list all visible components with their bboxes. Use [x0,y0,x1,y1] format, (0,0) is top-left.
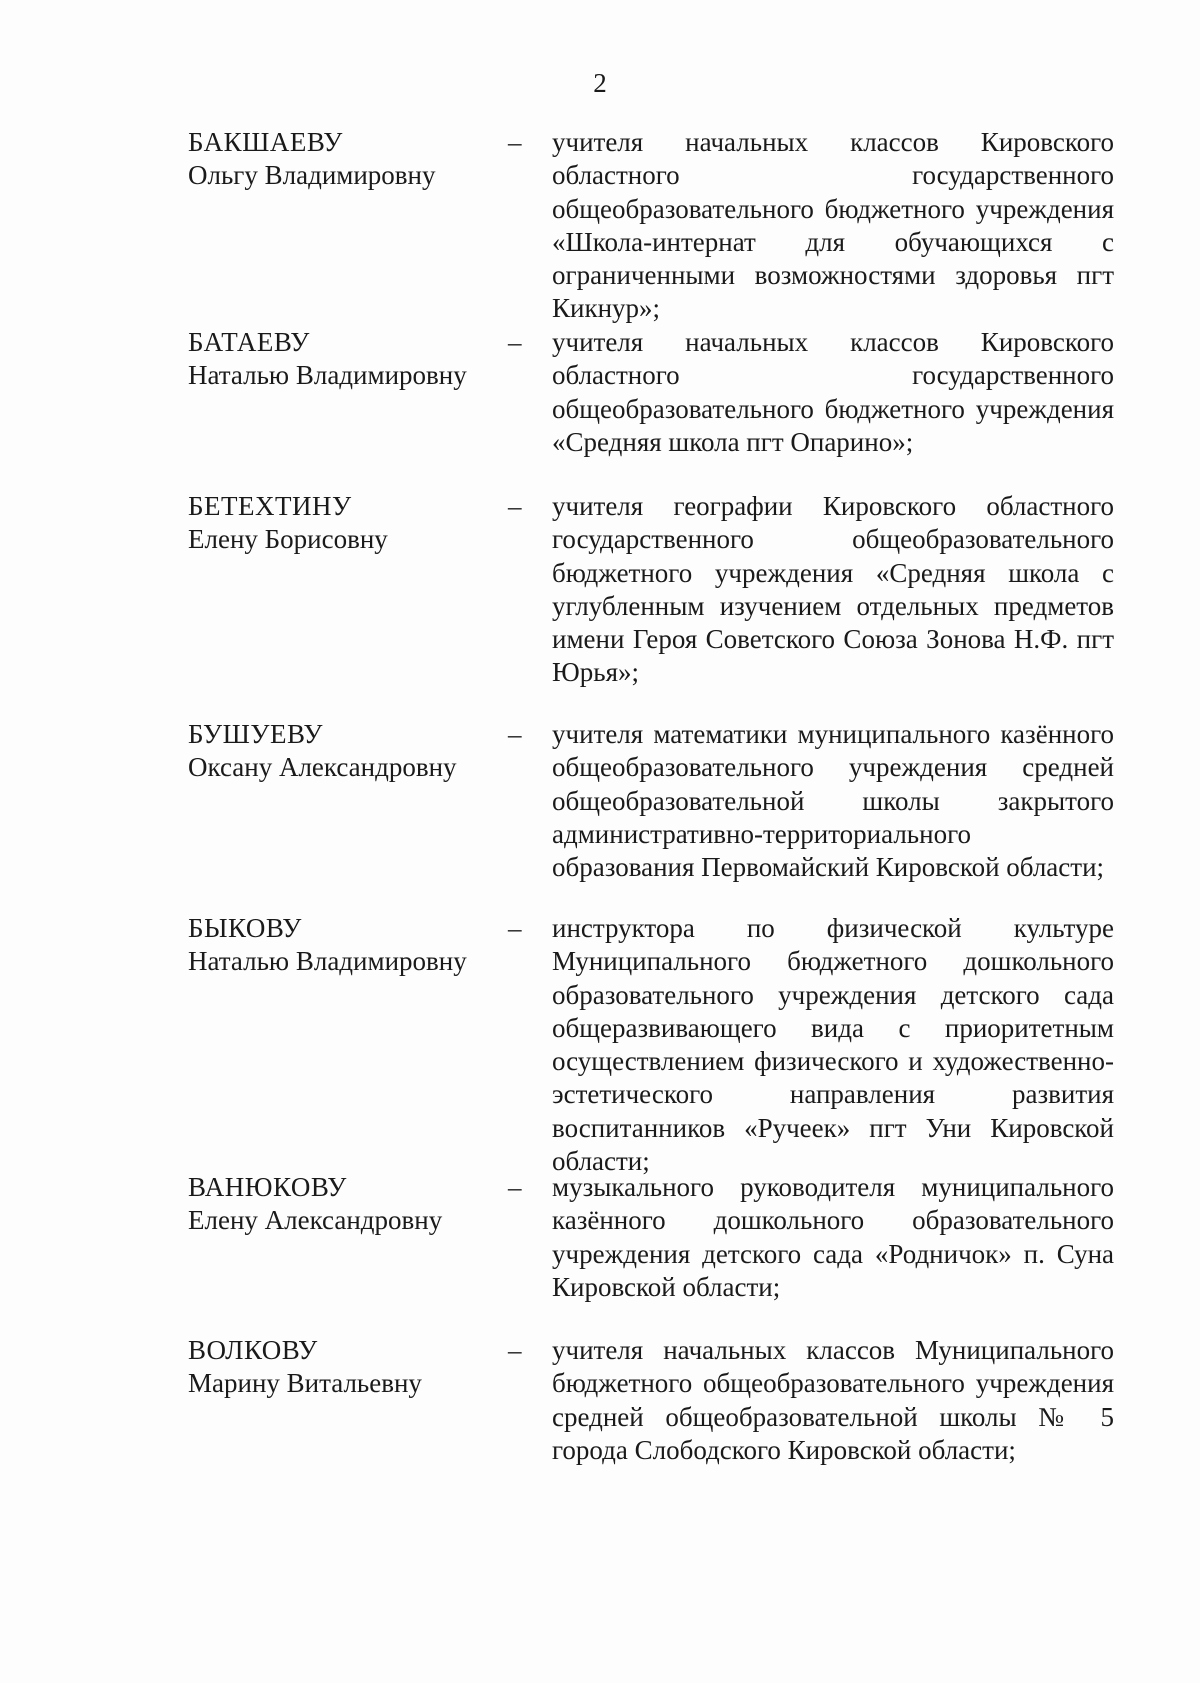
surname: ВАНЮКОВУ [188,1172,347,1202]
dash-separator: – [508,127,522,157]
position-description: учителя географии Кировского областного государственного общеобразовательного бюджетного учреждения «Средняя школа с углубленным изучением отдельных предметов имени Героя Советского Союза Зонова Н.Ф. пгт Юрья»; [552,491,1114,688]
dash-separator: – [508,913,522,943]
page-number: 2 [593,68,607,98]
surname: БЫКОВУ [188,913,302,943]
position-description: учителя математики муниципального казённого общеобразовательного учреждения средней общеобразовательной школы закрытого административно-территориального образования Первомайский Кировской области; [552,719,1114,883]
given-names: Наталью Владимировну [188,360,467,390]
position-description: учителя начальных классов Муниципального бюджетного общеобразовательного учреждения средней общеобразовательной школы № 5 города Слободского Кировской области; [552,1335,1114,1465]
dash-separator: – [508,327,522,357]
person-name [188,326,488,392]
position-description: учителя начальных классов Кировского областного государственного общеобразовательного бюджетного учреждения «Средняя школа пгт Опарино»; [552,327,1114,457]
person-name [188,1171,488,1237]
given-names: Оксану Александровну [188,752,457,782]
surname: БАТАЕВУ [188,327,310,357]
given-names: Наталью Владимировну [188,946,467,976]
position-description: музыкального руководителя муниципального казённого дошкольного образовательного учреждения детского сада «Родничок» п. Суна Кировской области; [552,1172,1114,1302]
person-name [188,912,488,978]
given-names: Елену Борисовну [188,524,388,554]
position-description: инструктора по физической культуре Муниципального бюджетного дошкольного образовательного учреждения детского сада общеразвивающего вида с приоритетным осуществлением физического и художественно-эстетического направления развития воспитанников «Ручеек» пгт Уни Кировской области; [552,913,1114,1177]
person-name [188,718,488,784]
surname: БУШУЕВУ [188,719,323,749]
dash-separator: – [508,719,522,749]
person-name [188,1334,488,1400]
given-names: Марину Витальевну [188,1368,422,1398]
given-names: Ольгу Владимировну [188,160,436,190]
surname: БЕТЕХТИНУ [188,491,352,521]
surname: БАКШАЕВУ [188,127,343,157]
surname: ВОЛКОВУ [188,1335,318,1365]
dash-separator: – [508,491,522,521]
person-name [188,126,488,192]
given-names: Елену Александровну [188,1205,443,1235]
position-description: учителя начальных классов Кировского областного государственного общеобразовательного бюджетного учреждения «Школа-интернат для обучающихся с ограниченными возможностями здоровья пгт Кикнур»; [552,127,1114,324]
dash-separator: – [508,1335,522,1365]
person-name [188,490,488,556]
dash-separator: – [508,1172,522,1202]
